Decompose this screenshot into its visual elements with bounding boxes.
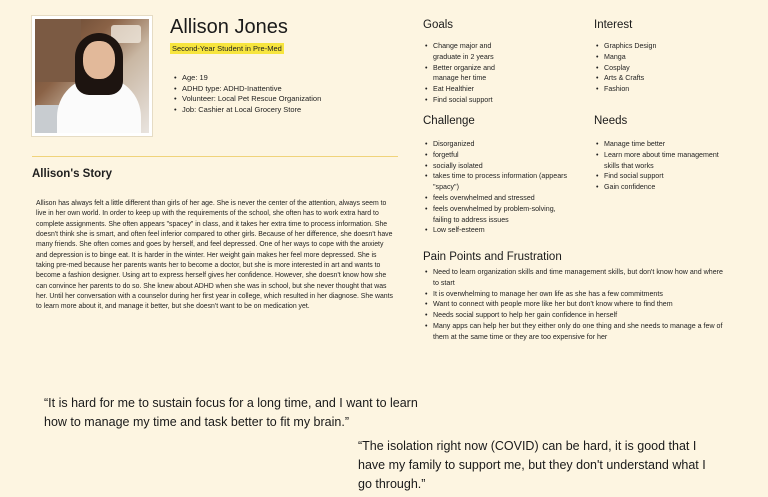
challenge-item: • takes time to process information (appears "spacy"): [423, 171, 573, 193]
goal-item: • Eat Healthier: [423, 84, 518, 95]
fact-volunteer: • Volunteer: Local Pet Rescue Organization: [174, 94, 321, 105]
interest-item: • Manga: [594, 52, 744, 63]
story-title: Allison's Story: [32, 168, 113, 180]
pain-point-item: • It is overwhelming to manage her own life as she has a few commitments: [423, 289, 728, 300]
quote-isolation: “The isolation right now (COVID) can be hard, it is good that I have my family to support me, but they don't understand what I go through.”: [358, 439, 706, 491]
challenge-item: • forgetful: [423, 150, 573, 161]
fact-job: • Job: Cashier at Local Grocery Store: [174, 105, 321, 116]
challenge-list: [423, 139, 573, 236]
interest-item: • Fashion: [594, 84, 744, 95]
interest-item: • Cosplay: [594, 63, 744, 74]
goals-title: Goals: [423, 19, 454, 31]
pain-point-item: • Want to connect with people more like her but don't know where to find them: [423, 299, 728, 310]
challenge-item: • Low self-esteem: [423, 225, 573, 236]
need-item: • Find social support: [594, 171, 734, 182]
persona-subtitle: Second-Year Student in Pre-Med: [172, 44, 282, 53]
pain-points-list: [423, 267, 728, 343]
fact-adhd-type: • ADHD type: ADHD-Inattentive: [174, 84, 321, 95]
persona-facts: [174, 73, 321, 115]
need-item: • Manage time better: [594, 139, 734, 150]
challenge-item: • feels overwhelmed by problem-solving, failing to address issues: [423, 204, 573, 226]
need-item: • Gain confidence: [594, 182, 734, 193]
pain-point-item: • Many apps can help her but they either only do one thing and she needs to manage a few of them at the same time or they are too expensive for her: [423, 321, 728, 343]
persona-name: Allison Jones: [170, 16, 288, 38]
challenge-item: • socially isolated: [423, 161, 573, 172]
goals-list: [423, 41, 518, 106]
profile-photo: [32, 16, 152, 136]
section-divider: [32, 156, 398, 157]
challenge-item: • Disorganized: [423, 139, 573, 150]
need-item: • Learn more about time management skills that works: [594, 150, 734, 172]
interest-item: • Graphics Design: [594, 41, 744, 52]
story-text: Allison has always felt a little different than girls of her age. She is never the center of the attention, always seem to live in her own world. In order to keep up with the requirements of the school, she often has to work extra hard to complete assignments. She often appears "spacey" in class, and it takes her extra time to process information. She doesn't think she is smart, and often feel inferior compared to other girls. Because of her difference, she doesn't have many friends. She often comes and goes by herself, and feel depressed. One of her ways to cope with the anxiety and depression is to binge eat. It is harder in the winter. Her weight gain makes her feel more depressed. She is taking pre-med because her parents wants her to become a doctor, but she is more interested in art and wants to become a fashion designer. Using art to express herself gives her confidence. However, she doesn't know how she can convince her parents to do so. She knew about ADHD when she was in school, but she never thought that was her. Until her conversation with a counselor during her first year in college, which resulted in her diagnose. She wants to learn more about it, and manage it better, but she doesn't want to be on medication yet.: [36, 200, 393, 311]
needs-title: Needs: [594, 115, 628, 127]
goal-item: • Change major and graduate in 2 years: [423, 41, 518, 63]
quote-focus: “It is hard for me to sustain focus for a long time, and I want to learn how to manage my time and task better to fit my brain.”: [44, 396, 418, 429]
pain-point-item: • Needs social support to help her gain confidence in herself: [423, 310, 728, 321]
fact-age: • Age: 19: [174, 73, 321, 84]
challenge-title: Challenge: [423, 115, 475, 127]
goal-item: • Find social support: [423, 95, 518, 106]
pain-points-title: Pain Points and Frustration: [423, 251, 562, 263]
interest-list: [594, 41, 744, 95]
challenge-item: • feels overwhelmed and stressed: [423, 193, 573, 204]
interest-title: Interest: [594, 19, 633, 31]
needs-list: [594, 139, 734, 193]
interest-item: • Arts & Crafts: [594, 73, 744, 84]
profile-photo-image: [35, 19, 149, 133]
goal-item: • Better organize and manage her time: [423, 63, 518, 85]
pain-point-item: • Need to learn organization skills and time management skills, but don't know how and where to start: [423, 267, 728, 289]
